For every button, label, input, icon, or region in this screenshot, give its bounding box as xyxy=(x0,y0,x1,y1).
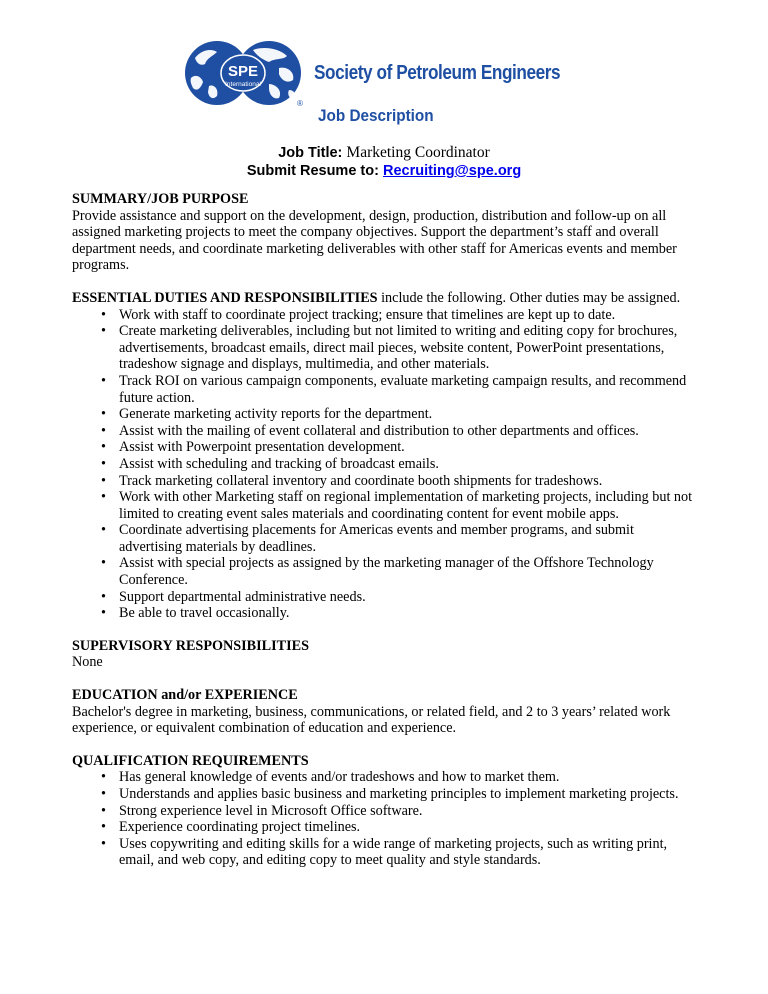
submit-resume-line xyxy=(0,163,768,179)
summary-text: Provide assistance and support on the development, design, production, distribution and follow-up on all assigned marketing projects to meet the company objectives. Support the department’s staff and overall department needs, and coordinate marketing deliverables with other staff for Americas events and member programs. xyxy=(72,207,677,274)
logo-sub-text: International xyxy=(225,81,261,88)
supervisory-heading: SUPERVISORY RESPONSIBILITIES xyxy=(72,637,309,654)
submit-resume-label: Submit Resume to: xyxy=(246,163,379,179)
supervisory-section xyxy=(72,638,696,671)
logo-main-text: SPE xyxy=(227,63,259,80)
duties-list xyxy=(72,307,696,622)
list-item: • Assist with Powerpoint presentation development. xyxy=(72,439,696,456)
list-item: • Assist with scheduling and tracking of broadcast emails. xyxy=(72,456,696,473)
job-title-label: Job Title: xyxy=(278,145,343,161)
list-item: • Support departmental administrative needs. xyxy=(72,589,696,606)
list-item: • Understands and applies basic business and marketing principles to implement marketing projects. xyxy=(72,786,696,803)
list-item: • Has general knowledge of events and/or tradeshows and how to market them. xyxy=(72,769,696,786)
education-heading: EDUCATION and/or EXPERIENCE xyxy=(72,687,298,704)
duties-intro: include the following. Other duties may be assigned. xyxy=(377,289,681,306)
job-title-value: Marketing Coordinator xyxy=(346,144,490,161)
globe-icon xyxy=(183,40,305,110)
document-type-title: Job Description xyxy=(318,106,434,125)
qualifications-heading: QUALIFICATION REQUIREMENTS xyxy=(72,752,309,769)
list-item: • Assist with the mailing of event collateral and distribution to other departments and offices. xyxy=(72,423,696,440)
recruiting-email-link[interactable]: Recruiting@spe.org xyxy=(382,163,522,179)
education-section xyxy=(72,687,696,737)
qualifications-list xyxy=(72,769,696,869)
list-item: • Be able to travel occasionally. xyxy=(72,605,696,622)
list-item: • Work with other Marketing staff on regional implementation of marketing projects, including but not limited to creating event sales materials and coordinating content for event mobile apps. xyxy=(72,489,696,522)
list-item: • Track marketing collateral inventory and coordinate booth shipments for tradeshows. xyxy=(72,473,696,490)
registered-mark: ® xyxy=(297,99,303,108)
duties-section xyxy=(72,290,696,622)
duties-heading-line xyxy=(72,290,696,307)
job-title-line xyxy=(0,144,768,162)
list-item: • Work with staff to coordinate project tracking; ensure that timelines are kept up to date. xyxy=(72,307,696,324)
duties-heading: ESSENTIAL DUTIES AND RESPONSIBILITIES xyxy=(72,289,378,306)
document-body xyxy=(72,191,696,885)
summary-heading: SUMMARY/JOB PURPOSE xyxy=(72,191,249,207)
spe-logo xyxy=(183,40,305,110)
list-item: • Assist with special projects as assigned by the marketing manager of the Offshore Technology Conference. xyxy=(72,555,696,588)
list-item: • Experience coordinating project timelines. xyxy=(72,819,696,836)
summary-section xyxy=(72,191,696,274)
supervisory-text: None xyxy=(72,654,103,671)
list-item: • Strong experience level in Microsoft Office software. xyxy=(72,803,696,820)
organization-name: Society of Petroleum Engineers xyxy=(314,62,561,84)
qualifications-section xyxy=(72,753,696,869)
list-item: • Track ROI on various campaign components, evaluate marketing campaign results, and recommend future action. xyxy=(72,373,696,406)
list-item: • Create marketing deliverables, including but not limited to writing and editing copy for brochures, advertisements, broadcast emails, direct mail pieces, website content, PowerPoint presentations, tradeshow signage and displays, multimedia, and other materials. xyxy=(72,323,696,373)
list-item: • Uses copywriting and editing skills for a wide range of marketing projects, such as writing print, email, and web copy, and editing copy to meet quality and style standards. xyxy=(72,836,696,869)
list-item: • Coordinate advertising placements for Americas events and member programs, and submit advertising materials by deadlines. xyxy=(72,522,696,555)
list-item: • Generate marketing activity reports for the department. xyxy=(72,406,696,423)
education-text: Bachelor's degree in marketing, business, communications, or related field, and 2 to 3 years’ related work experience, or equivalent combination of education and experience. xyxy=(72,703,671,737)
